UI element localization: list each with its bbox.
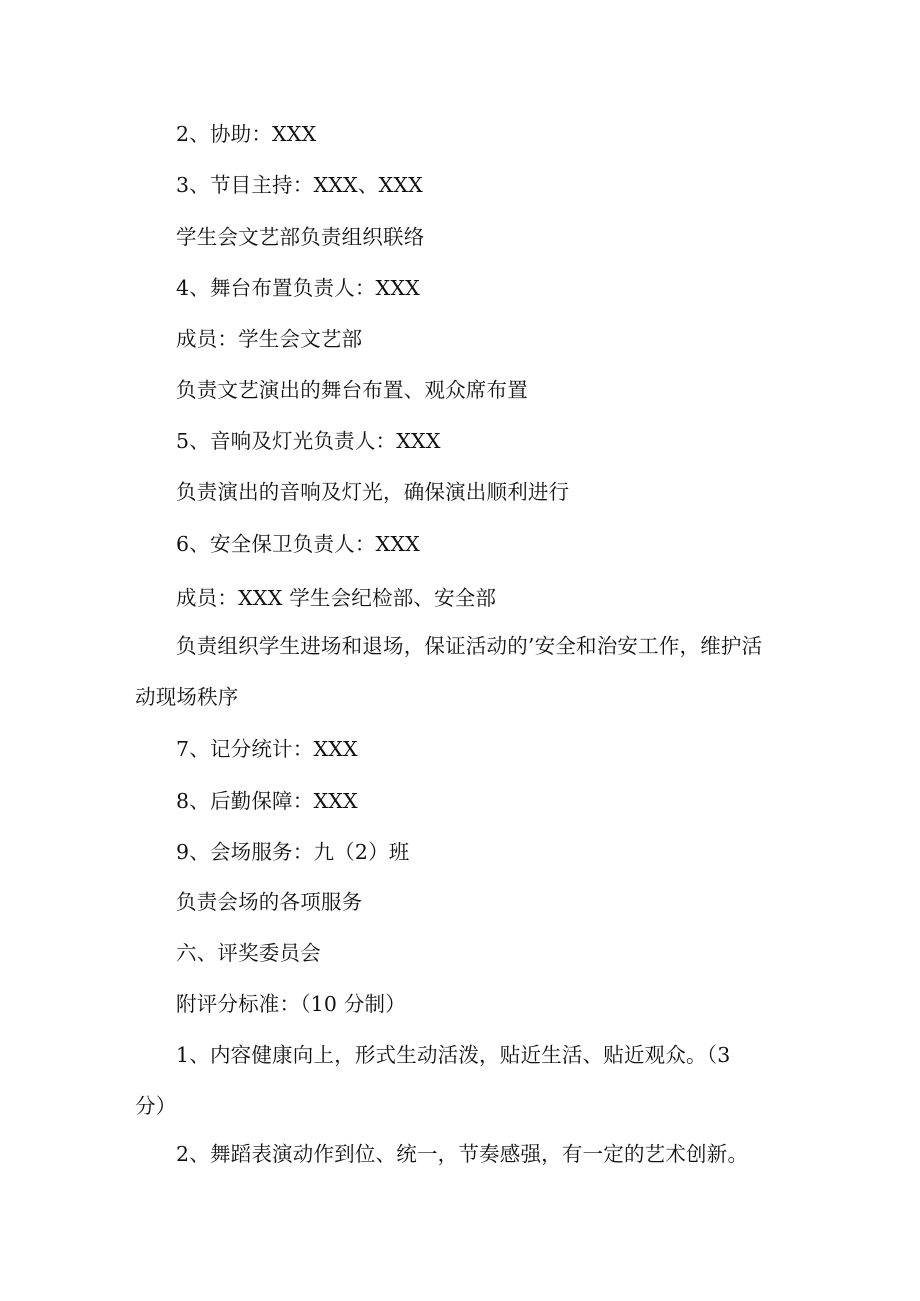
section-heading-judging: 六、评奖委员会: [176, 941, 321, 965]
text-line-venue-service: 9、会场服务：九（2）班: [176, 840, 410, 864]
text-line-security-members: 成员：XXX 学生会纪检部、安全部: [176, 586, 497, 610]
text-line-sound-note: 负责演出的音响及灯光，确保演出顺利进行: [176, 480, 570, 504]
text-line-criterion-1: 1、内容健康向上，形式生动活泼，贴近生活、贴近观众。（3: [176, 1043, 731, 1067]
text-line-venue-note: 负责会场的各项服务: [176, 890, 363, 914]
text-line-scoring: 7、记分统计：XXX: [176, 737, 358, 761]
text-line-criterion-2: 2、舞蹈表演动作到位、统一，节奏感强，有一定的艺术创新。: [176, 1142, 749, 1166]
text-line-sound: 5、音响及灯光负责人：XXX: [176, 429, 441, 453]
text-line-security: 6、安全保卫负责人：XXX: [176, 532, 420, 556]
text-line-logistics: 8、后勤保障：XXX: [176, 789, 358, 813]
text-line-criteria: 附评分标准：（10 分制）: [176, 992, 406, 1016]
text-line-host: 3、节目主持：XXX、XXX: [176, 173, 423, 197]
text-line-assist: 2、协助：XXX: [176, 122, 317, 146]
text-line-stage-members: 成员：学生会文艺部: [176, 327, 363, 351]
text-line-criterion-1-cont: 分）: [135, 1094, 177, 1118]
text-line-host-note: 学生会文艺部负责组织联络: [176, 225, 425, 249]
text-line-stage: 4、舞台布置负责人：XXX: [176, 276, 420, 300]
text-line-security-note: 负责组织学生进场和退场，保证活动的’安全和治安工作，维护活: [176, 634, 763, 658]
text-line-stage-note: 负责文艺演出的舞台布置、观众席布置: [176, 378, 528, 402]
text-line-security-note-cont: 动现场秩序: [135, 685, 239, 709]
